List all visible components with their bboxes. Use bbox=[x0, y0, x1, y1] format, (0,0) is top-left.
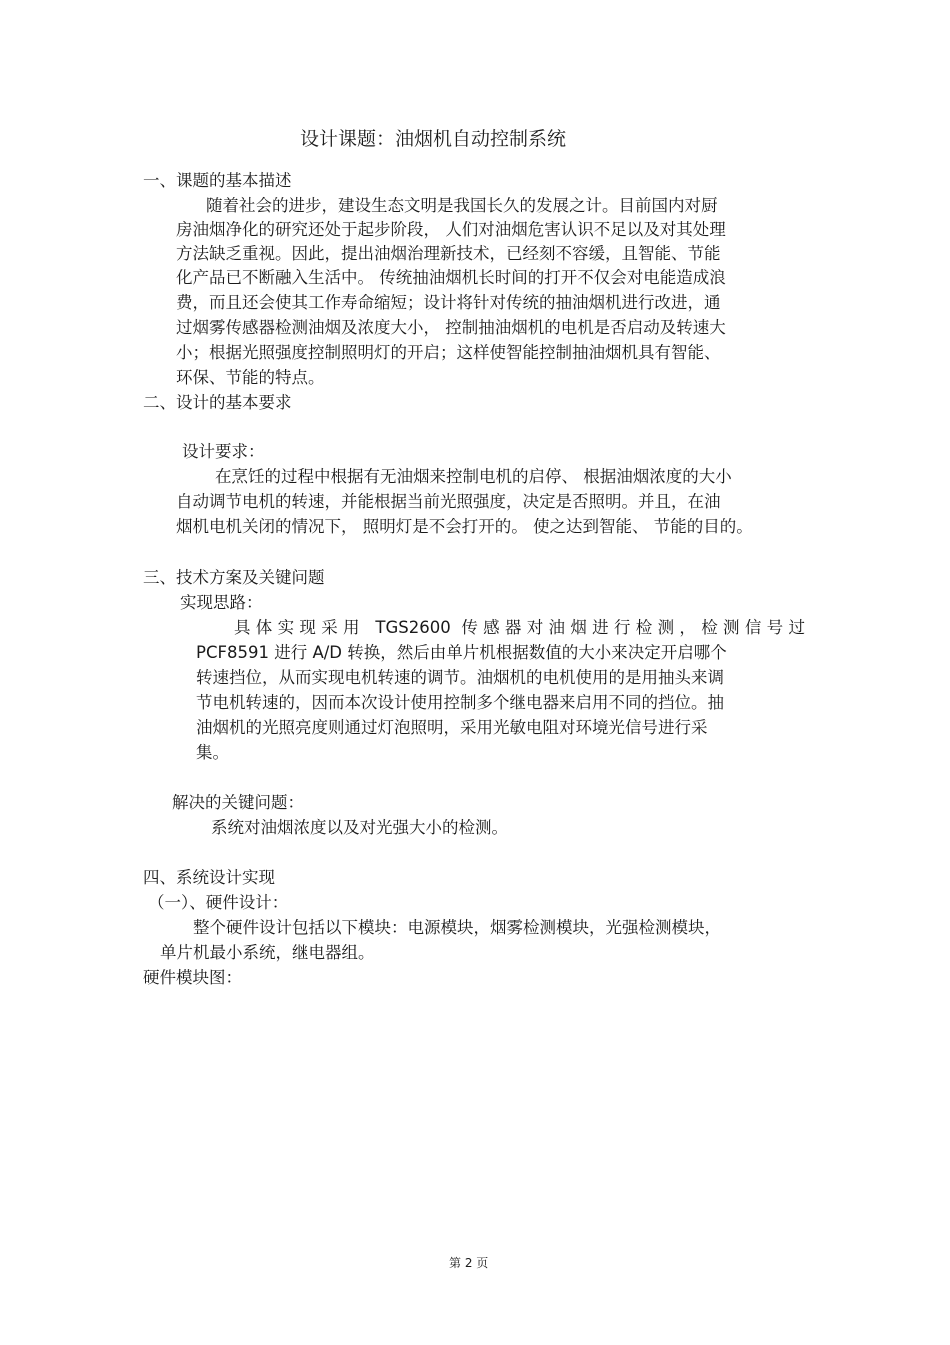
page-title: 设计课题：油烟机自动控制系统 bbox=[300, 128, 567, 150]
paragraph-line: 整个硬件设计包括以下模块：电源模块，烟雾检测模块，光强检测模块， bbox=[193, 918, 721, 937]
paragraph-line: 随着社会的进步，建设生态文明是我国长久的发展之计。目前国内对厨 bbox=[206, 196, 718, 215]
paragraph-line: 集。 bbox=[196, 743, 229, 762]
paragraph-line: PCF8591 进行 A/D 转换，然后由单片机根据数值的大小来决定开启哪个 bbox=[196, 643, 727, 662]
paragraph-line: 在烹饪的过程中根据有无油烟来控制电机的启停、 根据油烟浓度的大小 bbox=[215, 467, 732, 486]
paragraph-line: 单片机最小系统，继电器组。 bbox=[160, 943, 375, 962]
paragraph-line: 烟机电机关闭的情况下， 照明灯是不会打开的。 使之达到智能、 节能的目的。 bbox=[176, 517, 753, 536]
paragraph-line: 油烟机的光照亮度则通过灯泡照明，采用光敏电阻对环境光信号进行采 bbox=[196, 718, 708, 737]
section-heading-2: 二、设计的基本要求 bbox=[143, 393, 292, 412]
subheading: 设计要求： bbox=[182, 442, 265, 461]
paragraph-line: 房油烟净化的研究还处于起步阶段， 人们对油烟危害认识不足以及对其处理 bbox=[176, 220, 726, 239]
section-heading-4: 四、系统设计实现 bbox=[143, 868, 275, 887]
paragraph-line: 转速挡位，从而实现电机转速的调节。油烟机的电机使用的是用抽头来调 bbox=[196, 668, 724, 687]
paragraph-line: 费，而且还会使其工作寿命缩短；设计将针对传统的抽油烟机进行改进，通 bbox=[176, 293, 721, 312]
subheading: 解决的关键问题： bbox=[172, 793, 304, 812]
paragraph-line: 化产品已不断融入生活中。 传统抽油烟机长时间的打开不仅会对电能造成浪 bbox=[176, 268, 726, 287]
paragraph-line: 过烟雾传感器检测油烟及浓度大小， 控制抽油烟机的电机是否启动及转速大 bbox=[176, 318, 726, 337]
paragraph-line: 系统对油烟浓度以及对光强大小的检测。 bbox=[211, 818, 508, 837]
section-heading-3: 三、技术方案及关键问题 bbox=[143, 568, 325, 587]
subheading: （一）、硬件设计： bbox=[148, 893, 289, 912]
paragraph-line: 小；根据光照强度控制照明灯的开启；这样使智能控制抽油烟机具有智能、 bbox=[176, 343, 721, 362]
subheading: 实现思路： bbox=[180, 593, 263, 612]
paragraph-line: 具体实现采用 TGS2600 传感器对油烟进行检测，检测信号过 bbox=[234, 618, 805, 637]
page-number: 第 2 页 bbox=[449, 1256, 489, 1270]
section-heading-1: 一、课题的基本描述 bbox=[143, 171, 292, 190]
paragraph-line: 节电机转速的，因而本次设计使用控制多个继电器来启用不同的挡位。抽 bbox=[196, 693, 724, 712]
diagram-label: 硬件模块图： bbox=[143, 968, 242, 987]
paragraph-line: 方法缺乏重视。因此，提出油烟治理新技术，已经刻不容缓，且智能、节能 bbox=[176, 244, 721, 263]
paragraph-line: 环保、节能的特点。 bbox=[176, 368, 325, 387]
paragraph-line: 自动调节电机的转速，并能根据当前光照强度，决定是否照明。并且，在油 bbox=[176, 492, 721, 511]
